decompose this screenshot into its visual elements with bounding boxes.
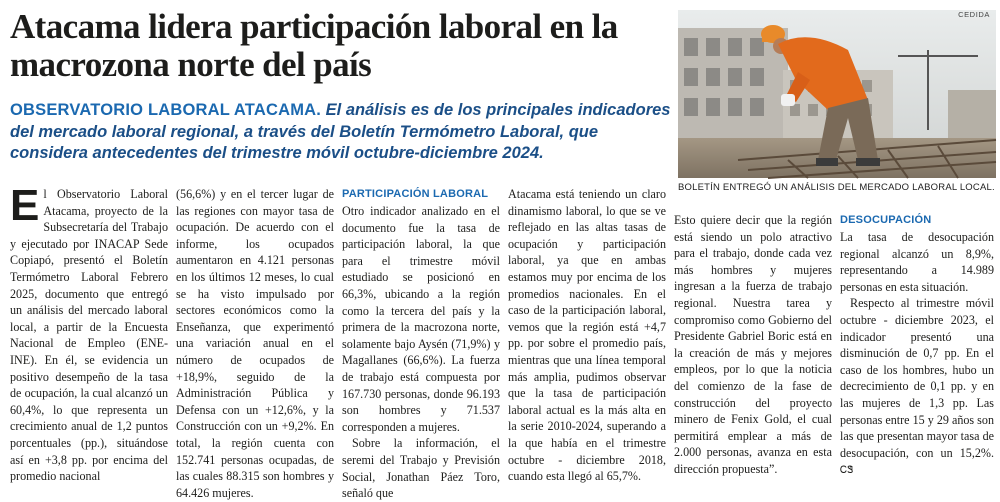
photo-caption: BOLETÍN ENTREGÓ UN ANÁLISIS DEL MERCADO LABORAL LOCAL.	[678, 182, 995, 193]
article-column-2	[176, 186, 334, 501]
paragraph-text: l Observatorio Laboral Atacama, proyecto de la Subsecretaría del Trabajo y ejecutado por INACAP Sede Copiapó, presentó el Boletín Termómetro Laboral Febrero 2025, documento que entregó un análisis del mercado laboral local, a partir de la Encuesta Nacional de Empleo (ENE-INE). En él, se evidencia un positivo desempeño de la tasa de ocupación, la cual alcanzó un 60,4%, lo que representa un crecimiento anual de 1,2 puntos porcentuales (pp.), situándose así en +3,8 pp. por encima del promedio nacional	[10, 187, 168, 484]
lead-text: El análisis es de los principales indicadores del mercado laboral regional, a través del Boletín Termómetro Laboral, que considera antecedentes del trimestre móvil octubre-diciembre 2024.	[10, 101, 671, 162]
paragraph-text: Otro indicador analizado en el documento fue la tasa de participación laboral, la que para el trimestre móvil estudiado se posicionó en 66,3%, ubicando a la región como la tercera del país y la primera de la macrozona norte, solamente bajo Aysén (71,9%) y Magallanes (66,6%). La fuerza de trabajo está compuesta por 167.730 personas, donde 96.193 son hombres y 71.537 corresponden a mujeres.	[342, 204, 500, 434]
article-column-5	[674, 212, 832, 478]
paragraph	[840, 295, 994, 480]
photo-credit: CEDIDA	[958, 10, 990, 19]
article-column-1	[10, 181, 168, 485]
construction-worker-photo	[678, 10, 996, 178]
paragraph-text: Respecto al trimestre móvil octubre - diciembre 2023, el indicador presentó una disminución de 0,7 pp. En el caso de los hombres, hubo un decrecimiento de 0,1 pp. y en las mujeres de 1,3 pp. Las personas entre 15 y 29 años son las que presentan mayor tasa de desocupación, con un 15,2%.	[840, 296, 994, 460]
paragraph-text: (56,6%) y en el tercer lugar de las regiones con mayor tasa de ocupación. De acuerdo con el informe, los ocupados aumentaron en 4.121 personas en los últimos 12 meses, lo cual se ha visto impulsado por sectores económicos como la Enseñanza, que experimentó una variación anual en el número de ocupados de +18,9%, seguido de la Administración Pública y Defensa con un +12,6%, y la Construcción con un +9,2%. En total, la región cuenta con 152.741 personas ocupadas, de las cuales 88.315 son hombres y 64.426 mujeres.	[176, 187, 334, 500]
paragraph-text: Atacama está teniendo un claro dinamismo laboral, lo que se ve reflejado en las altas tasas de ocupación y participación laboral, ya que en ambas estamos muy por encima de los promedios nacionales. En el caso de la participación laboral, vemos que la región está +4,7 pp. por sobre el promedio país, mientras que una línea temporal más amplia, pudimos observar que la tasa de participación laboral actual es la más alta en la serie 2010-2024, superando a la que había en el trimestre octubre - diciembre 2018, cuando esta llegó al 65,7%.	[508, 187, 666, 484]
drop-cap: E	[10, 181, 40, 230]
paragraph-text: La tasa de desocupación regional alcanzó un 8,9%, representando a 14.989 personas en esta situación.	[840, 230, 994, 294]
article-column-6	[840, 212, 994, 480]
headline: Atacama lidera participación laboral en la macrozona norte del país	[10, 7, 618, 84]
article-column-4	[508, 186, 666, 485]
section-heading-participacion: PARTICIPACIÓN LABORAL	[342, 188, 489, 200]
article-column-3	[342, 186, 500, 502]
paragraph-text: Sobre la información, el seremi del Trabajo y Previsión Social, Jonathan Páez Toro, señaló que	[342, 436, 500, 501]
section-heading-desocupacion: DESOCUPACIÓN	[840, 214, 932, 226]
lead-kicker: OBSERVATORIO LABORAL ATACAMA.	[10, 101, 322, 119]
photo-illustration	[678, 10, 996, 178]
end-mark-icon: ᏟᏕ	[840, 465, 854, 477]
lead-paragraph	[10, 100, 674, 165]
paragraph	[10, 181, 168, 485]
paragraph-text: Esto quiere decir que la región está siendo un polo atractivo para el trabajo, donde cada vez más hombres y mujeres ingresan a la fuerza de trabajo regional. Nuestra tarea y compromiso como Gobierno del Presidente Gabriel Boric está en la creación de más y mejores empleos, por lo que la noticia del comienzo de la fase de construcción del proyecto minero de Fenix Gold, el cual permitirá emplear a más de 2.000 personas, avanza en esta dirección propuesta”.	[674, 213, 832, 476]
